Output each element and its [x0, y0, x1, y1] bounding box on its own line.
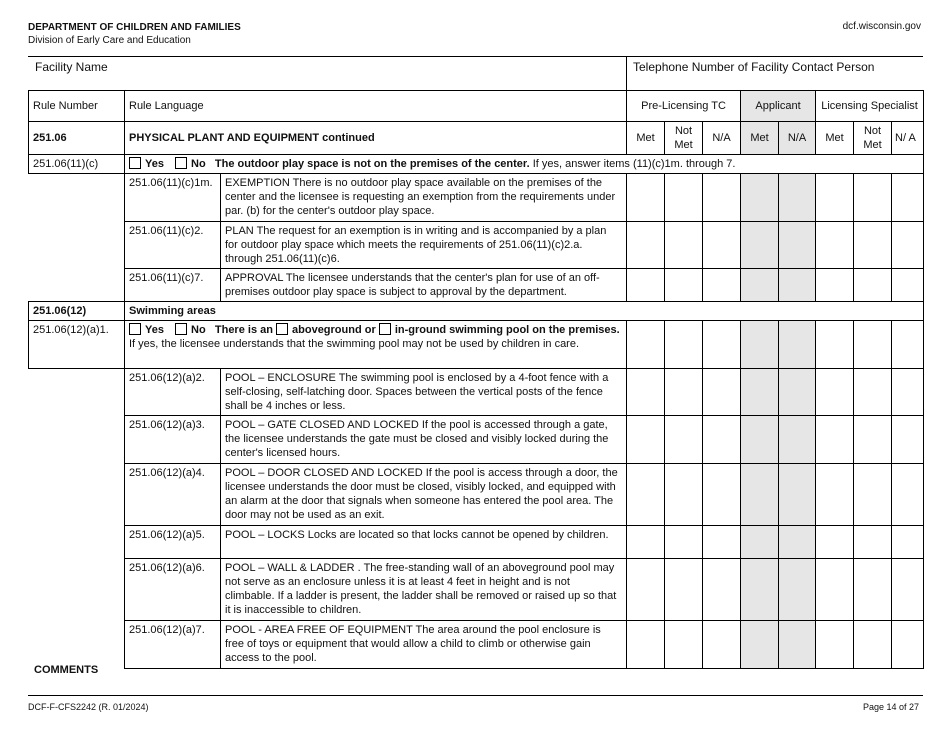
- footer-divider: [28, 695, 923, 696]
- aboveground-checkbox[interactable]: [276, 323, 288, 335]
- item-text: APPROVAL The licensee understands that the center's plan for use of an off-premises outdoor play space is subject to approval by the department.: [221, 269, 627, 302]
- table-row: [29, 526, 924, 559]
- facility-name-field[interactable]: Facility Name: [35, 60, 108, 74]
- specialist-met-cell[interactable]: [816, 321, 854, 369]
- applicant-met-header: Met: [741, 122, 779, 155]
- comments-label: COMMENTS: [34, 664, 99, 676]
- applicant-na-cell[interactable]: [779, 321, 816, 369]
- specialist-na-cell[interactable]: [892, 369, 924, 416]
- form-id: DCF-F-CFS2242 (R. 01/2024): [28, 702, 149, 712]
- specialist-na-cell[interactable]: [892, 174, 924, 222]
- specialist-not-met-cell[interactable]: [854, 621, 892, 669]
- rule-language-header: Rule Language: [125, 91, 627, 122]
- prelic-na-cell[interactable]: [703, 621, 741, 669]
- table-row: [29, 559, 924, 621]
- checklist-table: [28, 90, 924, 669]
- applicant-met-cell[interactable]: [741, 222, 779, 269]
- applicant-met-cell[interactable]: [741, 321, 779, 369]
- table-row: [29, 269, 924, 302]
- prelic-na-header: N/A: [703, 122, 741, 155]
- question-rest: If yes, the licensee understands that the swimming pool may not be used by children in care.: [129, 338, 580, 350]
- question-row-12a1: [29, 321, 924, 369]
- empty-cell: [29, 559, 125, 621]
- subsection-title: Swimming areas: [125, 302, 924, 321]
- prelic-met-cell[interactable]: [627, 369, 665, 416]
- applicant-met-cell[interactable]: [741, 526, 779, 559]
- specialist-not-met-cell[interactable]: [854, 526, 892, 559]
- specialist-na-cell[interactable]: [892, 416, 924, 464]
- prelic-met-cell[interactable]: [627, 321, 665, 369]
- applicant-met-cell[interactable]: [741, 416, 779, 464]
- specialist-met-cell[interactable]: [816, 174, 854, 222]
- facility-info-row: [28, 56, 923, 91]
- specialist-na-cell[interactable]: [892, 559, 924, 621]
- prelic-met-cell[interactable]: [627, 222, 665, 269]
- prelic-na-cell[interactable]: [703, 174, 741, 222]
- facility-divider: [626, 57, 627, 92]
- applicant-met-cell[interactable]: [741, 464, 779, 526]
- specialist-na-header: N/ A: [892, 122, 924, 155]
- header-agency: [28, 21, 241, 47]
- no-checkbox[interactable]: [175, 157, 187, 169]
- empty-cell: [29, 526, 125, 559]
- specialist-not-met-cell[interactable]: [854, 269, 892, 302]
- prelic-met-cell[interactable]: [627, 526, 665, 559]
- empty-cell: [29, 369, 125, 416]
- applicant-na-cell[interactable]: [779, 269, 816, 302]
- applicant-na-cell[interactable]: [779, 416, 816, 464]
- applicant-met-cell[interactable]: [741, 621, 779, 669]
- item-number: 251.06(12)(a)7.: [125, 621, 221, 669]
- empty-cell: [29, 464, 125, 526]
- pre-licensing-header: Pre-Licensing TC: [627, 91, 741, 122]
- table-row: [29, 222, 924, 269]
- question-part1: There is an: [214, 324, 273, 336]
- item-text: PLAN The request for an exemption is in writing and is accompanied by a plan for outdoor play space which meets the requirements of 251.06(11)(c)2.a. through 251.06(11)(c)6.: [221, 222, 627, 269]
- yes-checkbox[interactable]: [129, 157, 141, 169]
- prelic-met-cell[interactable]: [627, 174, 665, 222]
- specialist-na-cell[interactable]: [892, 526, 924, 559]
- table-row: [29, 369, 924, 416]
- prelic-not-met-cell[interactable]: [665, 526, 703, 559]
- prelic-na-cell[interactable]: [703, 526, 741, 559]
- question-row-11c: [29, 155, 924, 174]
- specialist-met-cell[interactable]: [816, 222, 854, 269]
- question-12a1: [125, 321, 627, 369]
- section-title: PHYSICAL PLANT AND EQUIPMENT continued: [125, 122, 627, 155]
- applicant-na-cell[interactable]: [779, 369, 816, 416]
- item-number: 251.06(12)(a)2.: [125, 369, 221, 416]
- specialist-not-met-cell[interactable]: [854, 222, 892, 269]
- yes-checkbox[interactable]: [129, 323, 141, 335]
- item-text: POOL – DOOR CLOSED AND LOCKED If the pool is access through a door, the licensee understands the door must be closed, visibly locked, and equipped with an alarm at the door that signals when someone has entered the pool area. The door may not be used as an exit.: [221, 464, 627, 526]
- item-text: POOL – ENCLOSURE The swimming pool is enclosed by a 4-foot fence with a self-closing, self-latching door. Spaces between the vertical posts of the fence shall be 4 inches or less.: [221, 369, 627, 416]
- prelic-not-met-cell[interactable]: [665, 416, 703, 464]
- division-name: Division of Early Care and Education: [28, 35, 191, 46]
- prelic-na-cell[interactable]: [703, 222, 741, 269]
- prelic-not-met-cell[interactable]: [665, 464, 703, 526]
- prelic-na-cell[interactable]: [703, 369, 741, 416]
- prelic-not-met-cell[interactable]: [665, 222, 703, 269]
- prelic-na-cell[interactable]: [703, 559, 741, 621]
- item-number: 251.06(12)(a)4.: [125, 464, 221, 526]
- specialist-met-cell[interactable]: [816, 621, 854, 669]
- prelic-na-cell[interactable]: [703, 416, 741, 464]
- applicant-na-cell[interactable]: [779, 621, 816, 669]
- applicant-met-cell[interactable]: [741, 559, 779, 621]
- specialist-not-met-header: Not Met: [854, 122, 892, 155]
- specialist-na-cell[interactable]: [892, 222, 924, 269]
- rule-number: 251.06(11)(c): [29, 155, 125, 174]
- subsection-number: 251.06(12): [29, 302, 125, 321]
- applicant-header: Applicant: [741, 91, 816, 122]
- no-label: No: [191, 158, 206, 170]
- applicant-met-cell[interactable]: [741, 269, 779, 302]
- specialist-na-cell[interactable]: [892, 464, 924, 526]
- item-text: POOL – LOCKS Locks are located so that locks cannot be opened by children.: [221, 526, 627, 559]
- prelic-not-met-cell[interactable]: [665, 269, 703, 302]
- item-text: POOL – GATE CLOSED AND LOCKED If the pool is accessed through a gate, the licensee understands the gate must be closed and visibly locked during the center's licensed hours.: [221, 416, 627, 464]
- specialist-not-met-cell[interactable]: [854, 559, 892, 621]
- facility-phone-field[interactable]: Telephone Number of Facility Contact Person: [633, 60, 875, 74]
- item-number: 251.06(11)(c)1m.: [125, 174, 221, 222]
- specialist-na-cell[interactable]: [892, 321, 924, 369]
- question-11c: [125, 155, 924, 174]
- specialist-not-met-cell[interactable]: [854, 369, 892, 416]
- table-row: [29, 174, 924, 222]
- prelic-met-cell[interactable]: [627, 269, 665, 302]
- rule-number-header: Rule Number: [29, 91, 125, 122]
- table-row: [29, 621, 924, 669]
- item-text: POOL - AREA FREE OF EQUIPMENT The area around the pool enclosure is free of toys or equipment that would allow a child to climb or otherwise gain access to the pool.: [221, 621, 627, 669]
- applicant-met-cell[interactable]: [741, 174, 779, 222]
- item-number: 251.06(11)(c)7.: [125, 269, 221, 302]
- applicant-na-header: N/A: [779, 122, 816, 155]
- prelic-not-met-cell[interactable]: [665, 621, 703, 669]
- prelic-not-met-cell[interactable]: [665, 369, 703, 416]
- subsection-row-12: [29, 302, 924, 321]
- applicant-na-cell[interactable]: [779, 526, 816, 559]
- prelic-not-met-cell[interactable]: [665, 559, 703, 621]
- empty-cell: [29, 621, 125, 669]
- form-page: [28, 0, 923, 735]
- prelic-not-met-header: Not Met: [665, 122, 703, 155]
- inground-checkbox[interactable]: [379, 323, 391, 335]
- empty-cell: [29, 222, 125, 269]
- page-number: Page 14 of 27: [862, 702, 919, 712]
- specialist-na-cell[interactable]: [892, 269, 924, 302]
- specialist-not-met-cell[interactable]: [854, 321, 892, 369]
- applicant-na-cell[interactable]: [779, 559, 816, 621]
- item-number: 251.06(12)(a)6.: [125, 559, 221, 621]
- specialist-met-cell[interactable]: [816, 464, 854, 526]
- column-header-row: [29, 91, 924, 122]
- applicant-na-cell[interactable]: [779, 174, 816, 222]
- prelic-met-cell[interactable]: [627, 416, 665, 464]
- table-row: [29, 464, 924, 526]
- specialist-met-cell[interactable]: [816, 269, 854, 302]
- empty-cell: [29, 174, 125, 222]
- prelic-met-cell[interactable]: [627, 621, 665, 669]
- specialist-not-met-cell[interactable]: [854, 174, 892, 222]
- section-header-row: [29, 122, 924, 155]
- specialist-not-met-cell[interactable]: [854, 416, 892, 464]
- department-name: DEPARTMENT OF CHILDREN AND FAMILIES: [28, 22, 241, 33]
- yes-label: Yes: [145, 158, 164, 170]
- prelic-na-cell[interactable]: [703, 464, 741, 526]
- empty-cell: [29, 269, 125, 302]
- specialist-met-cell[interactable]: [816, 526, 854, 559]
- empty-cell: [29, 416, 125, 464]
- yes-label: Yes: [145, 324, 164, 336]
- prelic-na-cell[interactable]: [703, 269, 741, 302]
- item-text: EXEMPTION There is no outdoor play space available on the premises of the center and the licensee is requesting an exemption from the requirements under par. (b) for the center's outdoor play space.: [221, 174, 627, 222]
- question-text-bold: The outdoor play space is not on the premises of the center.: [214, 158, 530, 170]
- prelic-not-met-cell[interactable]: [665, 174, 703, 222]
- rule-number: 251.06(12)(a)1.: [29, 321, 125, 369]
- specialist-na-cell[interactable]: [892, 621, 924, 669]
- applicant-met-cell[interactable]: [741, 369, 779, 416]
- website-link[interactable]: dcf.wisconsin.gov: [842, 21, 921, 32]
- prelic-met-header: Met: [627, 122, 665, 155]
- table-row: [29, 416, 924, 464]
- question-part3: in-ground swimming pool on the premises.: [394, 324, 620, 336]
- applicant-na-cell[interactable]: [779, 464, 816, 526]
- prelic-met-cell[interactable]: [627, 559, 665, 621]
- question-text: If yes, answer items (11)(c)1m. through 7.: [529, 158, 736, 170]
- question-part2: aboveground or: [292, 324, 376, 336]
- specialist-met-header: Met: [816, 122, 854, 155]
- prelic-na-cell[interactable]: [703, 321, 741, 369]
- no-label: No: [191, 324, 206, 336]
- item-number: 251.06(12)(a)5.: [125, 526, 221, 559]
- specialist-met-cell[interactable]: [816, 416, 854, 464]
- prelic-met-cell[interactable]: [627, 464, 665, 526]
- applicant-na-cell[interactable]: [779, 222, 816, 269]
- licensing-specialist-header: Licensing Specialist: [816, 91, 924, 122]
- section-number: 251.06: [29, 122, 125, 155]
- specialist-met-cell[interactable]: [816, 559, 854, 621]
- item-number: 251.06(12)(a)3.: [125, 416, 221, 464]
- no-checkbox[interactable]: [175, 323, 187, 335]
- item-text: POOL – WALL & LADDER . The free-standing wall of an aboveground pool may not serve as an enclosure unless it is at least 4 feet in height and is not climbable. If a ladder is present, the ladder shall be removed or raised up so that it is inaccessible to children.: [221, 559, 627, 621]
- item-number: 251.06(11)(c)2.: [125, 222, 221, 269]
- specialist-not-met-cell[interactable]: [854, 464, 892, 526]
- specialist-met-cell[interactable]: [816, 369, 854, 416]
- prelic-not-met-cell[interactable]: [665, 321, 703, 369]
